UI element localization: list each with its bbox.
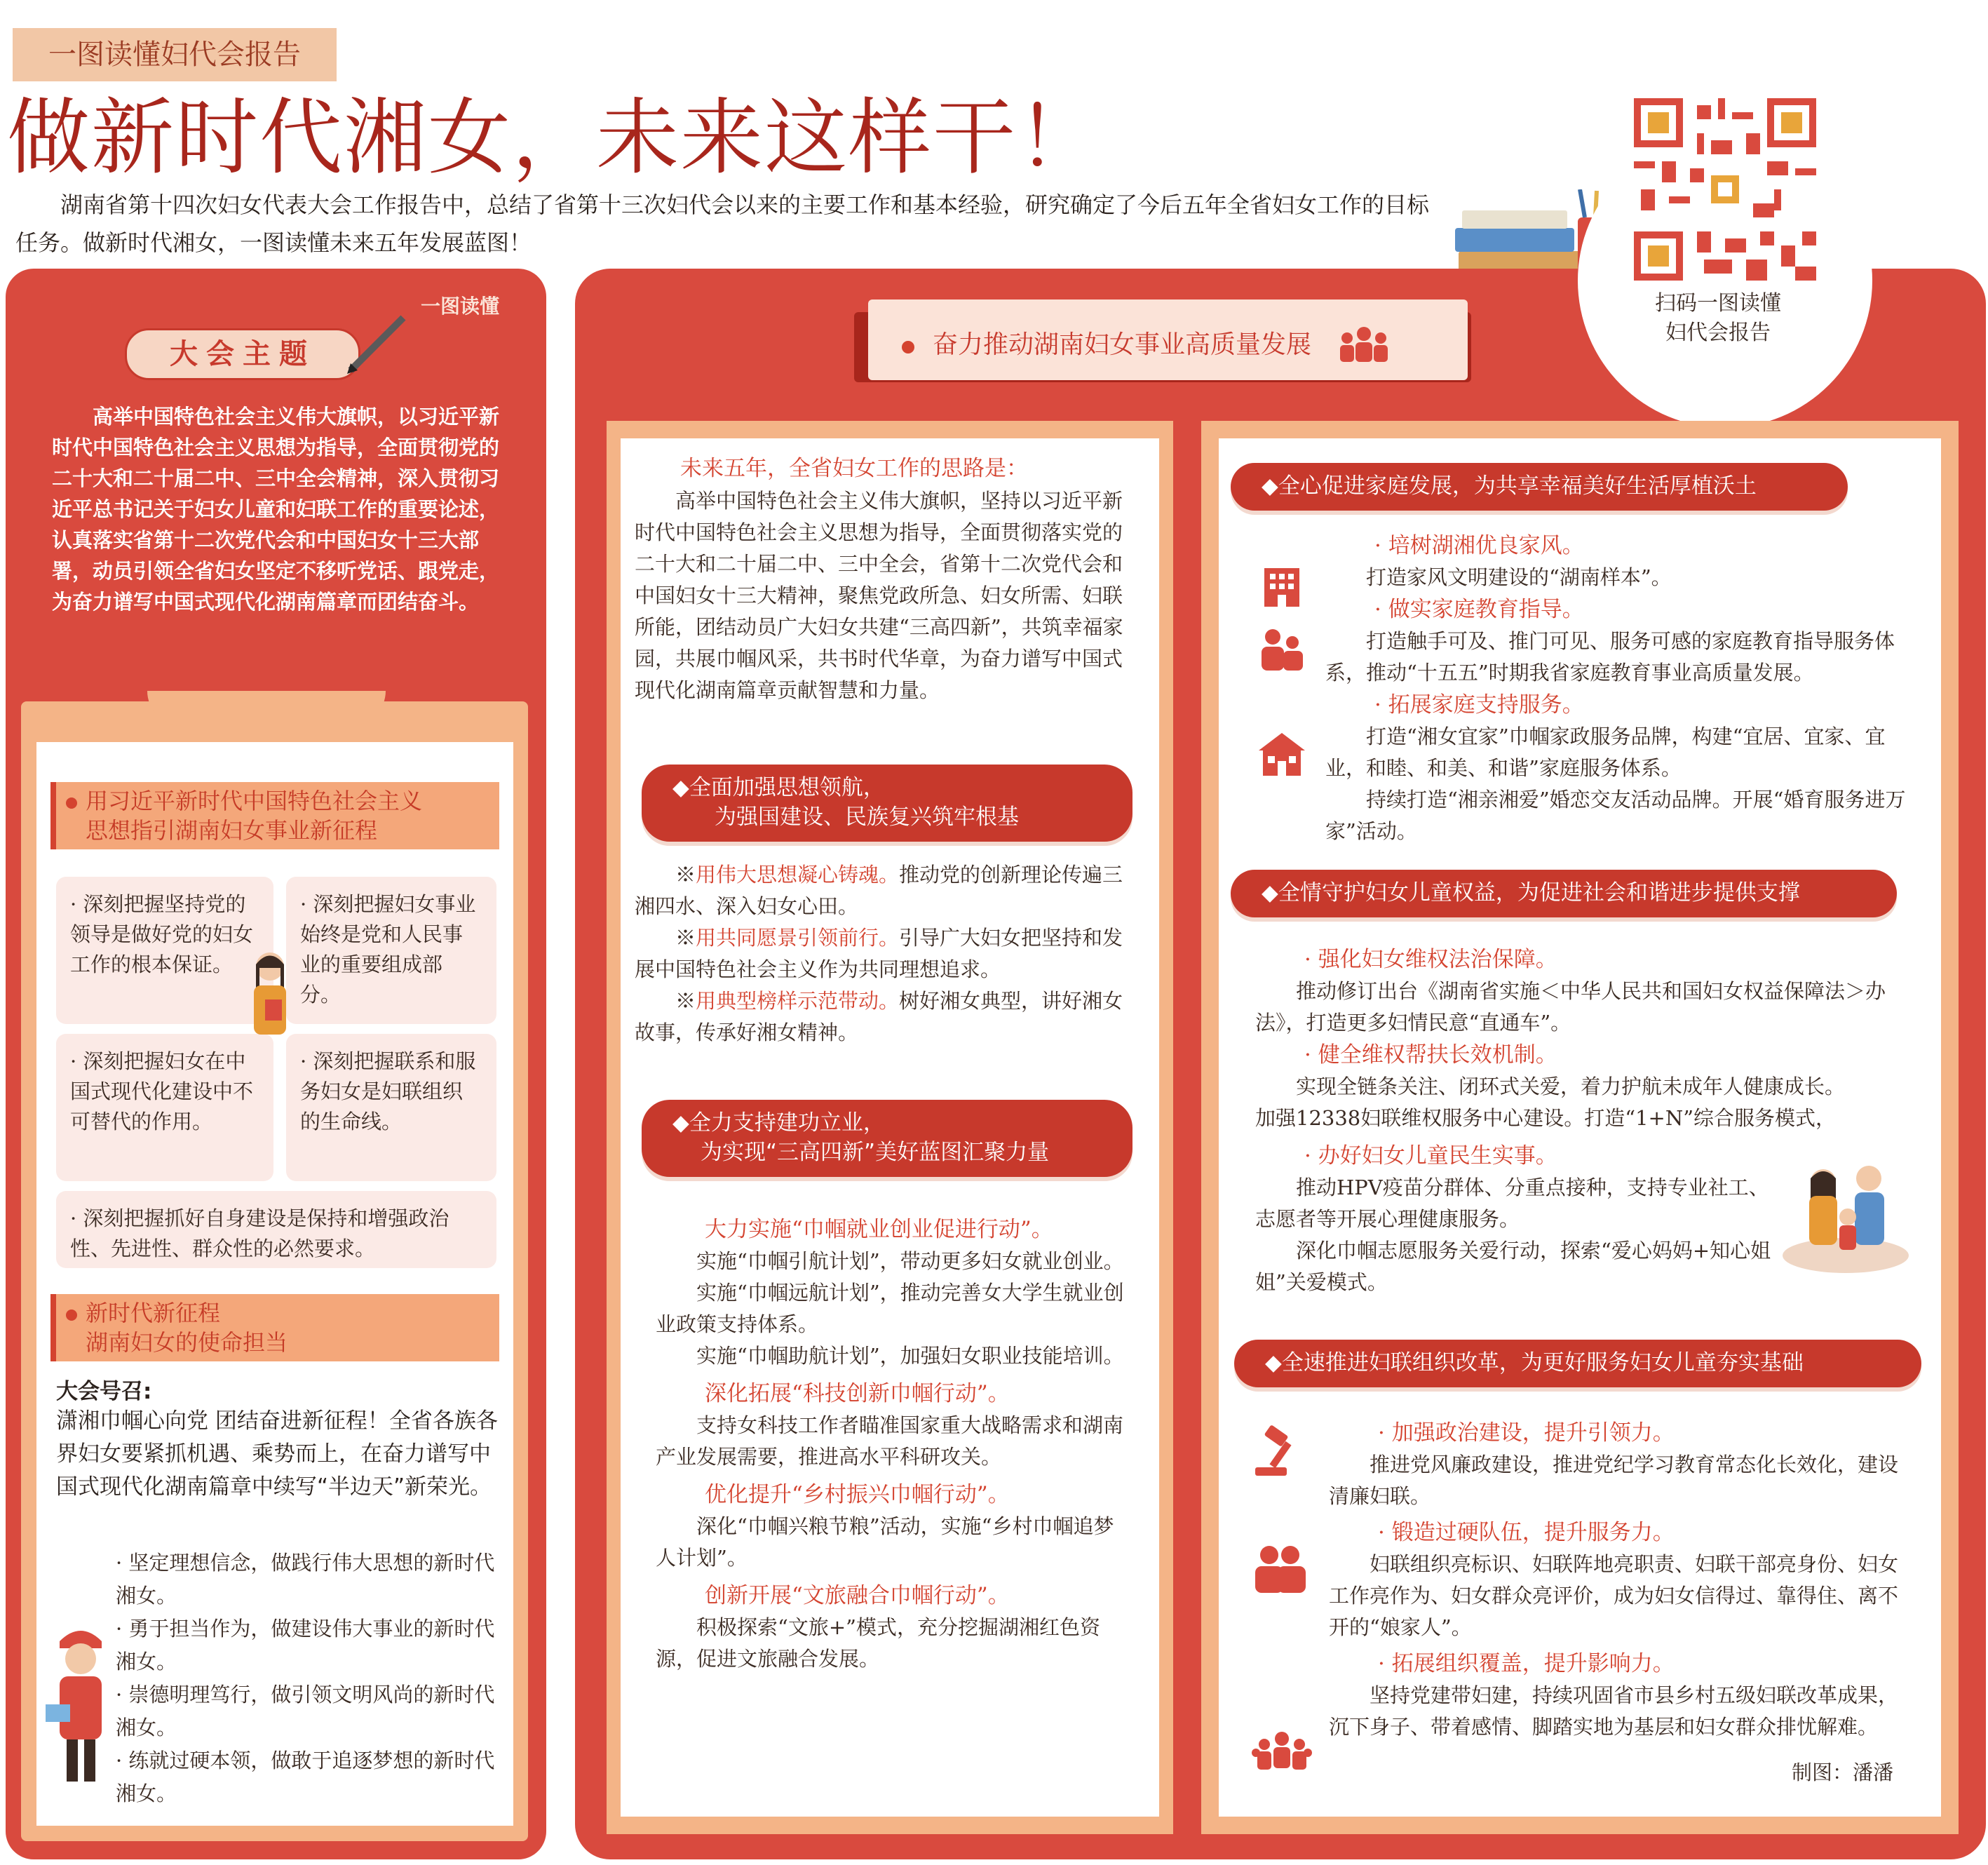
mission-bullet: · 坚定理想信念，做践行伟大思想的新时代湘女。 xyxy=(116,1551,495,1608)
qr-caption-line2: 妇代会报告 xyxy=(1665,321,1771,345)
career-head: 创新开展“文旅融合巾帼行动”。 xyxy=(705,1583,1010,1608)
career-para: 积极探索“文旅+”模式，充分挖掘湖湘红色资源，促进文旅融合发展。 xyxy=(656,1615,1100,1671)
section-title-line2: 湖南妇女的使命担当 xyxy=(86,1329,288,1356)
pill-thought-leadership xyxy=(642,765,1132,842)
family-illustration xyxy=(1781,1150,1911,1273)
point-box-4: · 深刻把握联系和服务妇女是妇联组织的生命线。 xyxy=(286,1034,496,1181)
approach-text: 高举中国特色社会主义伟大旗帜，坚持以习近平新时代中国特色社会主义思想为指导，全面贯彻落实党的二十大和二十届二中、三中全会，省第十二次党代会和中国妇女十三大精神，聚焦党政所急、妇女所需、妇联所能，团结动员广大妇女共建“三高四新”，共筑幸福家园，共展巾帼风采，共书时代华章，为奋力谱写中国式现代化湖南篇章贡献智慧和力量。 xyxy=(635,489,1123,702)
point-box-2: · 深刻把握妇女事业始终是党和人民事业的重要组成部分。 xyxy=(286,877,496,1024)
section-title-line1: 用习近平新时代中国特色社会主义 xyxy=(86,788,423,814)
thought-item xyxy=(635,985,1125,1049)
career-para: 支持女科技工作者瞄准国家重大战略需求和湖南产业发展需要，推进高水平科研攻关。 xyxy=(656,1413,1124,1469)
theme-text: 高举中国特色社会主义伟大旗帜，以习近平新时代中国特色社会主义思想为指导，全面贯彻党的二十大和二十届二中、三中全会精神，深入贯彻习近平总书记关于妇女儿童和妇联工作的重要论述，认真落实省第十二次党代会和中国妇女十三大部署，动员引领全省妇女坚定不移听党话、跟党走，为奋力谱写中国式现代化湖南篇章而团结奋斗。 xyxy=(52,405,500,614)
family-para: 打造“湘女宜家”巾帼家政服务品牌，构建“宜居、宜家、宜业，和睦、和美、和谐”家庭服务体系。 xyxy=(1325,725,1886,780)
intro-paragraph: 湖南省第十四次妇女代表大会工作报告中，总结了省第十三次妇代会以来的主要工作和基本经验，研究确定了今后五年全省妇女工作的目标任务。做新时代湘女，一图读懂未来五年发展蓝图！ xyxy=(15,191,1430,256)
bullet-dot xyxy=(66,797,77,809)
pill-rights: ◆全情守护妇女儿童权益，为促进社会和谐进步提供支撑 xyxy=(1231,870,1897,917)
approach-heading: 未来五年，全省妇女工作的思路是： xyxy=(680,456,1028,481)
mission-bullet: · 勇于担当作为，做建设伟大事业的新时代湘女。 xyxy=(116,1617,495,1674)
house-icon xyxy=(1257,729,1306,779)
career-head: 深化拓展“科技创新巾帼行动”。 xyxy=(705,1381,1010,1406)
item-head: 用共同愿景引领前行。 xyxy=(696,926,900,950)
career-head: 优化提升“乡村振兴巾帼行动”。 xyxy=(705,1482,1010,1507)
point-box-3: · 深刻把握妇女在中国式现代化建设中不可替代的作用。 xyxy=(56,1034,273,1181)
rights-head: · 健全维权帮扶长效机制。 xyxy=(1304,1042,1557,1068)
family-para: 打造触手可及、推门可见、服务可感的家庭教育指导服务体系，推动“十五五”时期我省家庭教育事业高质量发展。 xyxy=(1325,629,1895,685)
bullet-dot xyxy=(66,1309,77,1321)
reform-para: 推进党风廉政建设，推进党纪学习教育常态化长效化，建设清廉妇联。 xyxy=(1329,1453,1899,1508)
mission-bullet: · 崇德明理笃行，做引领文明风尚的新时代湘女。 xyxy=(116,1683,495,1739)
family-head: · 拓展家庭支持服务。 xyxy=(1374,692,1584,718)
pill-line1: ◆全力支持建功立业， xyxy=(672,1110,885,1136)
reform-head: · 加强政治建设，提升引领力。 xyxy=(1378,1420,1675,1446)
family-section xyxy=(1325,530,1914,847)
credit: 制图：潘潘 xyxy=(1792,1760,1894,1784)
reform-para: 坚持党建带妇建，持续巩固省市县乡村五级妇联改革成果，沉下身子、带着感情、脚踏实地为基层和妇女群众排忧解难。 xyxy=(1329,1683,1899,1739)
item-body: 树好湘女典型，讲好湘女故事，传承好湘女精神。 xyxy=(635,989,1123,1044)
rights-para: 加强12338妇联维权服务中心建设。打造“1+N”综合服务模式， xyxy=(1255,1106,1837,1130)
rights-para: 推动HPV疫苗分群体、分重点接种，支持专业社工、志愿者等开展心理健康服务。 xyxy=(1255,1176,1769,1231)
family-para: 打造家风文明建设的“湖南样本”。 xyxy=(1366,565,1672,589)
rights-para: 深化巾帼志愿服务关爱行动，探索“爱心妈妈+知心姐姐”关爱模式。 xyxy=(1255,1239,1771,1294)
rights-head: · 办好妇女儿童民生实事。 xyxy=(1304,1143,1557,1169)
page-title: 做新时代湘女，未来这样干！ xyxy=(7,92,1102,184)
reform-head: · 锻造过硬队伍，提升服务力。 xyxy=(1378,1520,1675,1545)
volunteer-illustration xyxy=(42,1620,119,1789)
section-title-mission xyxy=(50,1294,499,1361)
career-para: 深化“巾帼兴粮节粮”活动，实施“乡村巾帼追梦人计划”。 xyxy=(656,1514,1114,1570)
motto-text: 潇湘巾帼心向党 团结奋进新征程！全省各族各界妇女要紧抓机遇、乘势而上，在奋力谱写中国式现代化湖南篇章中续写“半边天”新荣光。 xyxy=(56,1408,498,1500)
item-mark: ※ xyxy=(675,989,696,1013)
rights-para: 推动修订出台《湖南省实施＜中华人民共和国妇女权益保障法＞办法》，打造更多妇情民意“直通车”。 xyxy=(1255,979,1886,1035)
mission-bullets xyxy=(116,1547,505,1810)
qr-code[interactable] xyxy=(1634,98,1816,281)
thought-item xyxy=(635,859,1125,922)
yitu-tag: 一图读懂 xyxy=(421,295,500,317)
main-header: 奋力推动湖南妇女事业高质量发展 xyxy=(933,330,1312,359)
rights-para: 实现全链条关注、闭环式关爱，着力护航未成年人健康成长。 xyxy=(1296,1075,1846,1098)
section-title-guidance xyxy=(50,782,499,849)
item-mark: ※ xyxy=(675,863,696,887)
section-title-line2: 思想指引湖南妇女事业新征程 xyxy=(86,817,378,844)
pill-line1: ◆全面加强思想领航， xyxy=(672,775,885,800)
reform-section xyxy=(1329,1417,1914,1743)
thought-section xyxy=(635,859,1125,1049)
family-para: 持续打造“湘亲湘爱”婚恋交友活动品牌。开展“婚育服务进万家”活动。 xyxy=(1325,788,1906,843)
family-head: · 做实家庭教育指导。 xyxy=(1374,597,1584,622)
thought-item xyxy=(635,922,1125,985)
career-para: 实施“巾帼引航计划”，带动更多妇女就业创业。 xyxy=(696,1249,1124,1273)
item-body: 推动党的创新理论传遍三湘四水、深入妇女心田。 xyxy=(635,863,1123,918)
item-head: 用典型榜样示范带动。 xyxy=(696,989,900,1013)
qr-caption xyxy=(1641,289,1795,348)
gavel-icon xyxy=(1252,1424,1308,1480)
team-icon xyxy=(1252,1540,1308,1596)
career-head: 大力实施“巾帼就业创业促进行动”。 xyxy=(705,1217,1053,1242)
rights-head: · 强化妇女维权法治保障。 xyxy=(1304,947,1557,972)
motto-label: 大会号召: xyxy=(56,1379,152,1404)
career-para: 实施“巾帼远航计划”，推动完善女大学生就业创业政策支持体系。 xyxy=(656,1281,1124,1336)
pill-line2: 为实现“三高四新”美好蓝图汇聚力量 xyxy=(701,1140,1050,1165)
item-head: 用伟大思想凝心铸魂。 xyxy=(696,863,900,887)
pill-reform: ◆全速推进妇联组织改革，为更好服务妇女儿童夯实基础 xyxy=(1234,1340,1921,1387)
career-para: 实施“巾帼助航计划”，加强妇女职业技能培训。 xyxy=(696,1344,1124,1368)
theme-badge: 大会主题 xyxy=(125,328,360,380)
header-tagline: 一图读懂妇代会报告 xyxy=(13,28,337,81)
pen-icon xyxy=(344,307,414,377)
item-mark: ※ xyxy=(675,926,696,950)
bullet-dot xyxy=(902,341,914,354)
group-icon xyxy=(1250,1729,1313,1778)
pill-family: ◆全心促进家庭发展，为共享幸福美好生活厚植沃土 xyxy=(1231,463,1848,511)
people-icon xyxy=(1336,324,1392,366)
reform-head: · 拓展组织覆盖，提升影响力。 xyxy=(1378,1651,1675,1676)
career-section xyxy=(656,1213,1132,1675)
parent-child-icon xyxy=(1257,624,1306,673)
reform-para: 妇联组织亮标识、妇联阵地亮职责、妇联干部亮身份、妇女工作亮作为、妇女群众亮评价，成为妇女信得过、靠得住、离不开的“娘家人”。 xyxy=(1329,1552,1899,1639)
item-body: 引导广大妇女把坚持和发展中国特色社会主义作为共同理想追求。 xyxy=(635,926,1123,981)
left-card-notch xyxy=(147,691,386,726)
mission-bullet: · 练就过硬本领，做敢于追逐梦想的新时代湘女。 xyxy=(116,1749,495,1805)
pill-career-support xyxy=(642,1100,1132,1177)
pill-line2: 为强国建设、民族复兴筑牢根基 xyxy=(715,804,1019,830)
girl-illustration xyxy=(238,947,302,1045)
qr-caption-line1: 扫码一图读懂 xyxy=(1655,291,1781,316)
family-head: · 培树湖湘优良家风。 xyxy=(1374,533,1584,558)
point-box-5: · 深刻把握抓好自身建设是保持和增强政治性、先进性、群众性的必然要求。 xyxy=(56,1191,496,1268)
section-title-line1: 新时代新征程 xyxy=(86,1300,221,1326)
point-box-1: · 深刻把握坚持党的领导是做好党的妇女工作的根本保证。 xyxy=(56,877,273,1024)
building-icon xyxy=(1257,561,1306,610)
